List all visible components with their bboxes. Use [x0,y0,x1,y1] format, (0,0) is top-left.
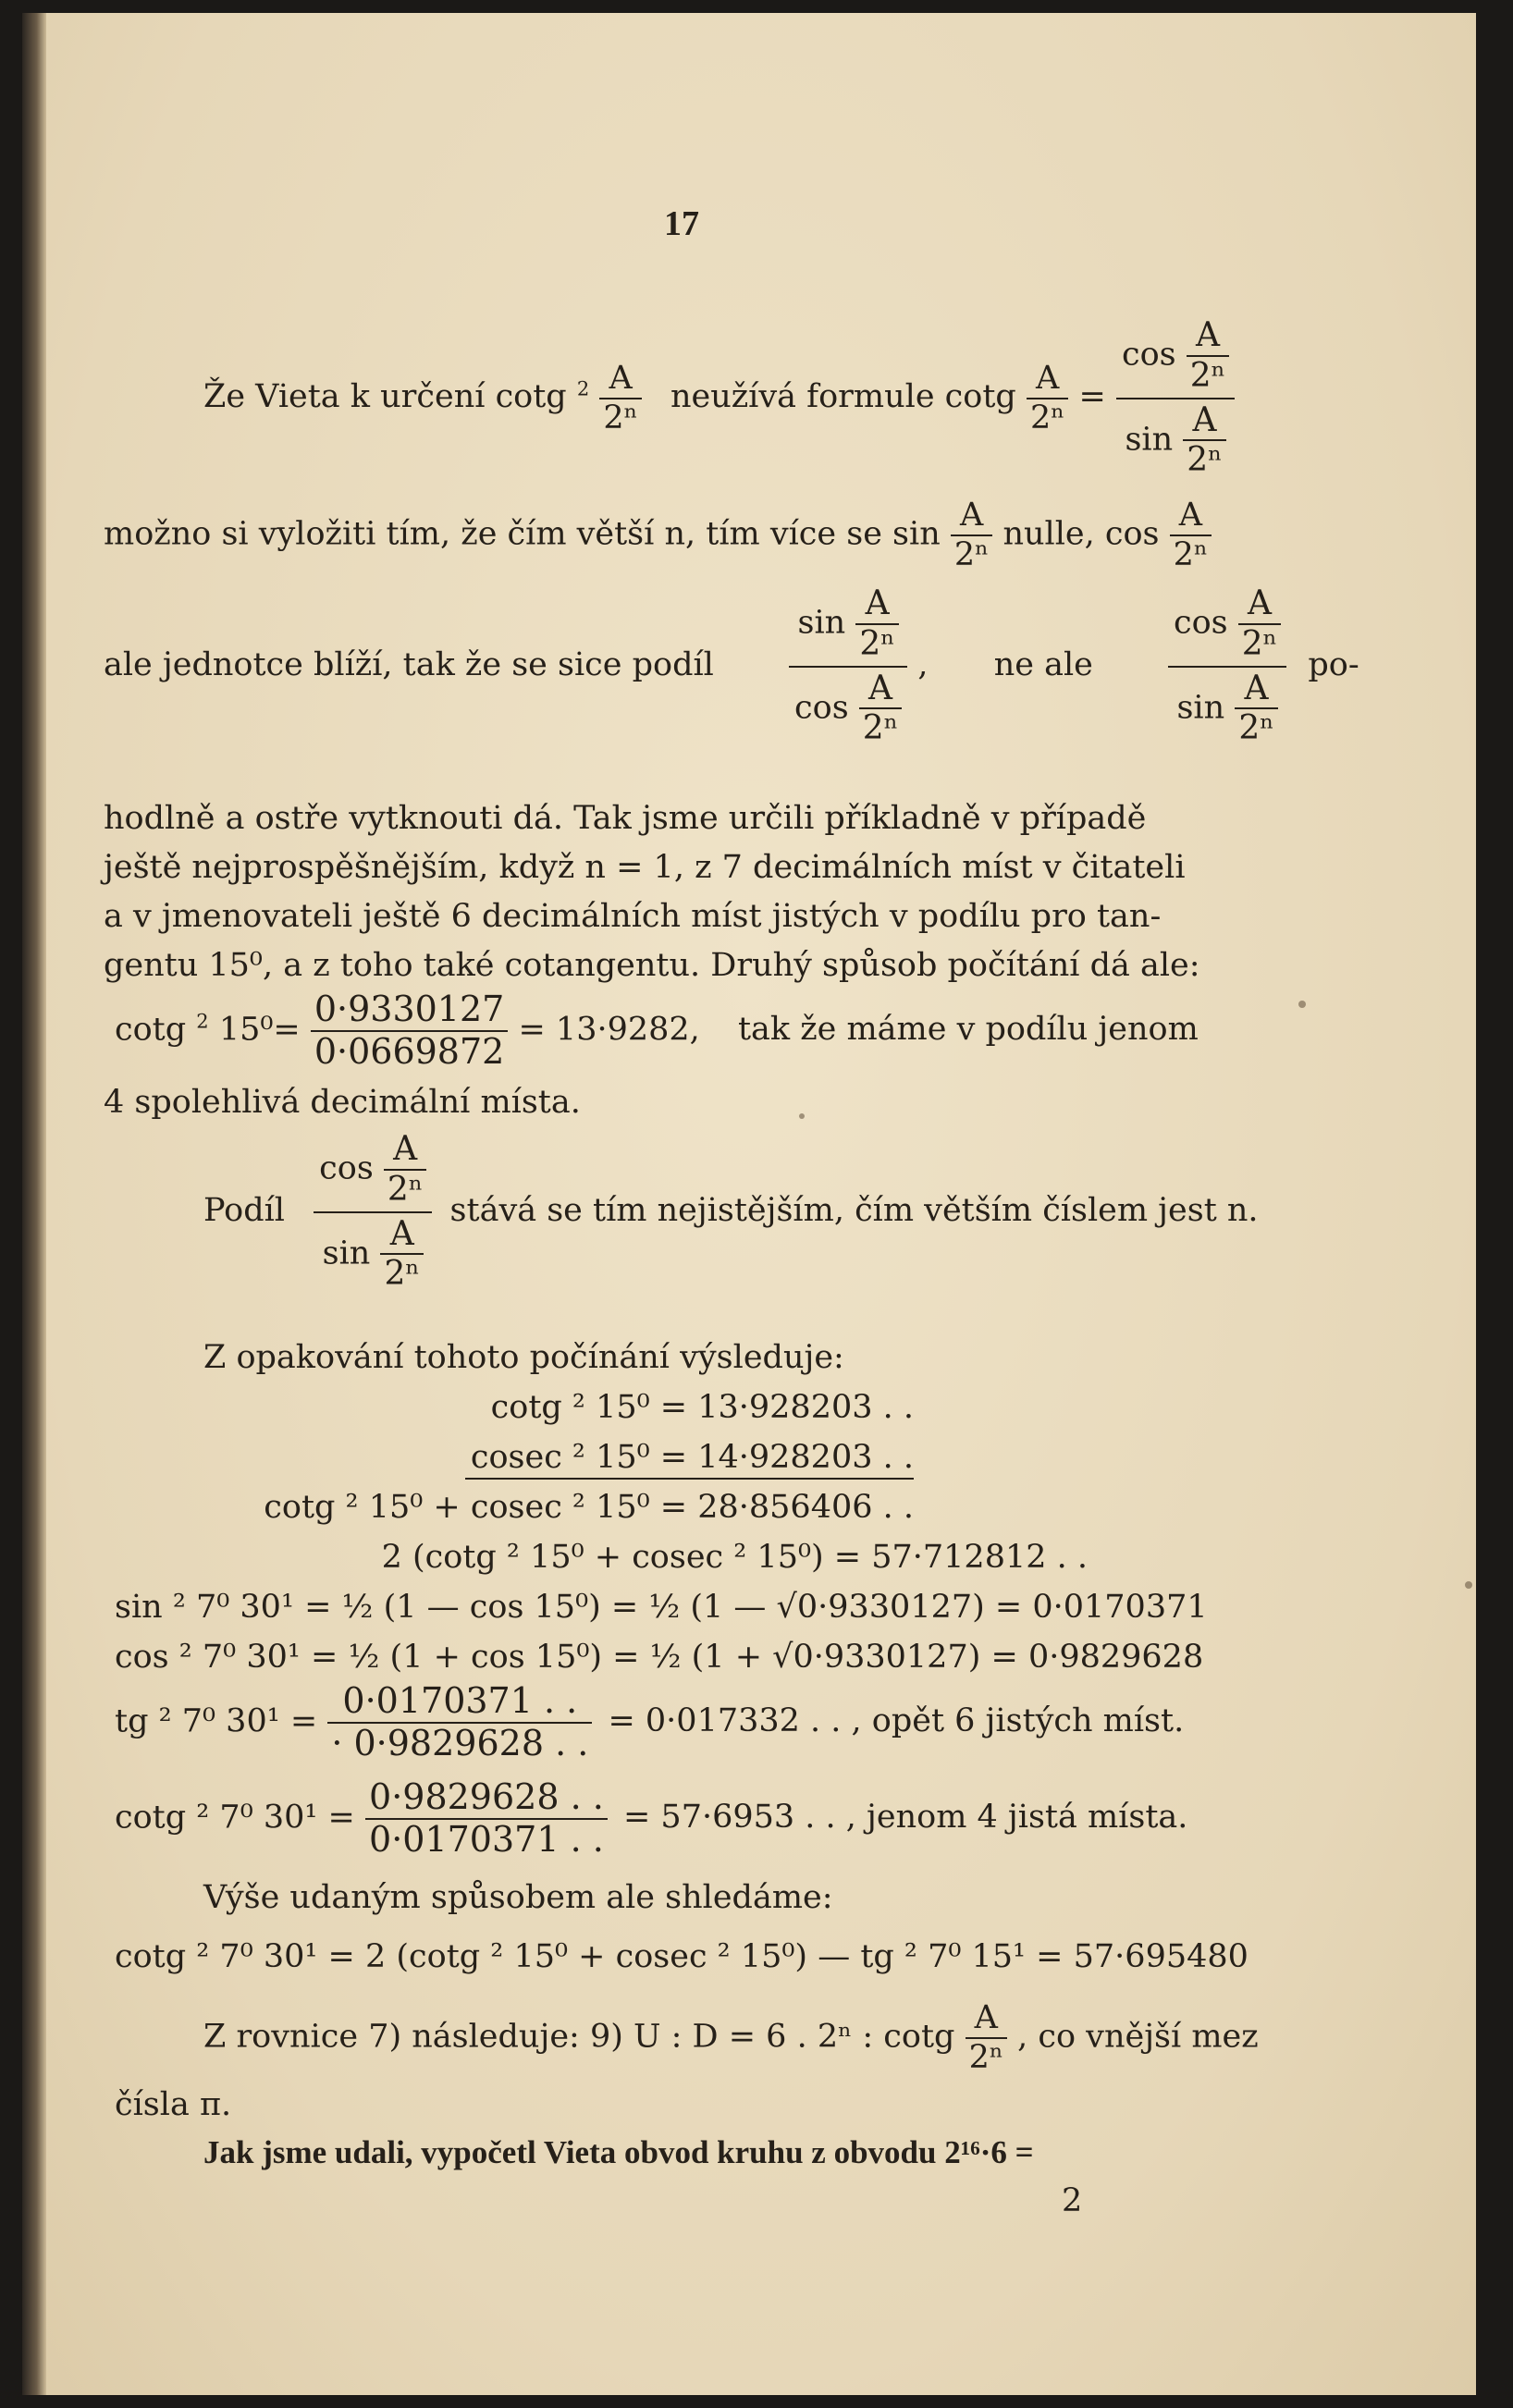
p6-line [203,1132,1259,1292]
p5-cotg: cotg [115,1011,187,1049]
p5-num: 0·9330127 [311,991,509,1032]
paper-speck [1465,1581,1472,1589]
p3-f2s-num: A [1235,671,1277,710]
page-number: 17 [664,204,699,243]
p11-frac [966,2001,1007,2075]
p9-res: = 57·6953 . . , jenom 4 jistá místa. [622,1799,1188,1837]
p3-f2c-den: 2ⁿ [1241,624,1278,663]
p6-text: stává se tím nejistějším, čím větším číslem jest n. [449,1192,1259,1230]
p3-f1c-den: 2ⁿ [862,709,899,748]
p9-frac [365,1776,608,1860]
book-page [22,13,1476,2395]
p4-line-4: gentu 15⁰, a z toho také cotangentu. Druhý spůsob počítání dá ale: [104,947,1200,984]
p8-num: 0·0170371 . . [327,1683,592,1724]
p6-sin: sin [322,1234,371,1272]
p7-line-4: 2 (cotg ² 15⁰ + cosec ² 15⁰) = 57·712812 . . [381,1539,1088,1576]
p5-frac [311,991,509,1071]
p6-frac-den [314,1213,432,1293]
p3-f1c-num: A [859,671,902,710]
page-binding-edge [22,13,46,2395]
p3-frac-2-cos: cos [1174,604,1228,642]
p11-frac-num: A [966,2001,1007,2039]
p2-frac-sin-den: 2ⁿ [953,535,990,573]
p1-frac-a-num: A [599,362,641,399]
p3-frac-2-sin-frac [1235,671,1277,747]
p3-frac-2-num [1168,586,1286,668]
p3-frac-1-sin: sin [797,604,846,642]
paper-speck [799,1113,805,1119]
p3-frac-1-sin-frac [855,586,898,662]
p2-nulle: nulle, cos [1003,515,1160,553]
p10-line: cotg ² 7⁰ 30¹ = 2 (cotg ² 15⁰ + cosec ² 15⁰) — tg ² 7⁰ 15¹ = 57·695480 [115,1938,1249,1975]
p4-block [104,794,1200,990]
p11-tail: , co vnější mez [1017,2018,1259,2056]
p2-frac-cos [1170,498,1212,572]
p4-line-1: hodlně a ostře vytknouti dá. Tak jsme určili příkladně v případě [104,800,1147,837]
p11-text: Z rovnice 7) následuje: 9) U : D = 6 . 2ⁿ : cotg [203,2018,955,2056]
p9-cotg: cotg ² 7⁰ 30¹ = [115,1799,355,1837]
p3-frac-2-den [1168,668,1286,747]
p8-line [115,1680,1185,1763]
p8-den: · 0·9829628 . . [331,1722,589,1763]
p1-mid: neužívá formule cotg [670,378,1016,416]
p1-line [203,318,1235,478]
p5-sup: 2 [196,1010,209,1033]
p4-line-2: ještě nejprospěšnějším, když n = 1, z 7 decimálních míst v čitateli [104,849,1186,886]
p5-line: cotg $^2$ 15⁰= $\frac{0\cdot 9330127}{0\cdot 0669872}$ = 13·9282, tak že máme v podílu jenom [115,989,1199,1072]
p6-sf-num: A [380,1217,423,1256]
p11-line [203,2001,1259,2075]
p2-line [104,498,1212,572]
p1-frac-a [599,359,641,436]
p1-sin: sin [1125,420,1174,458]
p3-f1s-num: A [855,586,898,625]
p2-frac-sin [951,498,992,572]
p1-cos-frac-num: A [1187,318,1229,357]
paper-speck [1298,1001,1306,1008]
p6-sf-den: 2ⁿ [384,1255,420,1294]
p3-frac-1-cos-frac [859,671,902,747]
p3-text: ale jednotce blíží, tak že se sice podíl [104,646,714,684]
p7-line-5: sin ² 7⁰ 30¹ = ½ (1 — cos 15⁰) = ½ (1 — √0·9330127) = 0·0170371 [115,1589,1208,1626]
p1-eq: = [1078,378,1106,416]
p8-res: = 0·017332 . . , opět 6 jistých míst. [608,1702,1185,1740]
p9-den: 0·0170371 . . [369,1818,604,1860]
p6-frac-num [314,1132,432,1213]
p5-last-line: 4 spolehlivá decimální místa. [104,1084,581,1121]
p6-cos-frac [384,1132,426,1208]
p1-frac-b-den: 2ⁿ [1029,399,1065,436]
p7-line-3: cotg ² 15⁰ + cosec ² 15⁰ = 28·856406 . . [264,1489,914,1526]
p6-cf-den: 2ⁿ [387,1170,424,1209]
p1-sin-frac-num: A [1183,403,1225,442]
p2-frac-sin-num: A [951,498,992,536]
p6-frac [314,1132,432,1292]
p12-under: 2 [1062,2182,1083,2219]
p7-line-6: cos ² 7⁰ 30¹ = ½ (1 + cos 15⁰) = ½ (1 + √0·9330127) = 0·9829628 [115,1639,1204,1676]
p5-tail: tak že máme v podílu jenom [737,1011,1199,1049]
p8-tg: tg ² 7⁰ 30¹ = [115,1702,318,1740]
p4-line-3: a v jmenovateli ještě 6 decimálních míst jistých v podílu pro tan- [104,898,1162,935]
p1-cos: cos [1121,336,1176,374]
p9-line [115,1776,1188,1860]
p1-cos-sin-frac [1116,318,1235,478]
p1-frac-b-num: A [1027,362,1068,399]
p2-frac-cos-num: A [1170,498,1212,536]
p3-frac-2-sin: sin [1176,688,1225,726]
p9-num: 0·9829628 . . [365,1779,608,1820]
p1-cos-frac [1187,318,1229,394]
p6-label: Podíl [203,1192,285,1230]
p3-frac-2 [1168,586,1286,746]
p5-result: = 13·9282, [518,1011,700,1049]
p5-deg: 15⁰ [218,1011,274,1049]
p2-text: možno si vyložiti tím, že čím větší n, tím více se sin [104,515,941,553]
p7-intro: Z opakování tohoto počínání výsleduje: [203,1339,844,1376]
p1-cos-part [1116,318,1235,399]
p3-frac-1-cos: cos [794,688,849,726]
p3-frac-1 [789,586,907,746]
p1-frac-a-den: 2ⁿ [603,399,638,436]
p1-exp: 2 [576,377,590,400]
p3-line [104,586,1359,746]
p11-line-2: čísla π. [115,2086,232,2123]
p3-f2s-den: 2ⁿ [1238,709,1274,748]
p11-frac-den: 2ⁿ [968,2038,1003,2076]
p7-line-2: cosec ² 15⁰ = 14·928203 . . [465,1437,914,1480]
p2-frac-cos-den: 2ⁿ [1173,535,1209,573]
p1-frac-b [1027,359,1068,436]
p3-f2c-num: A [1238,586,1281,625]
p3-po: po- [1308,646,1359,684]
p3-frac-2-cos-frac [1238,586,1281,662]
p7-line-1: cotg ² 15⁰ = 13·928203 . . [490,1389,914,1426]
p1-prefix: Že Vieta k určení cotg [203,378,567,416]
p5-den: 0·0669872 [314,1030,505,1072]
p1-sin-part [1116,399,1235,479]
p6-cos: cos [319,1149,374,1187]
p3-f1s-den: 2ⁿ [859,624,895,663]
p3-comma: , [917,646,929,684]
p8-frac [327,1680,592,1763]
p3-frac-1-num [789,586,907,668]
p12-line: Jak jsme udali, vypočetl Vieta obvod kruhu z obvodu 2¹⁶·6 = [203,2134,1034,2170]
p1-sin-frac-den: 2ⁿ [1187,441,1223,480]
p6-cf-num: A [384,1132,426,1171]
p1-cos-frac-den: 2ⁿ [1189,356,1226,395]
p10-intro: Výše udaným spůsobem ale shledáme: [203,1879,833,1916]
p3-frac-1-den [789,668,907,747]
p1-sin-frac [1183,400,1225,480]
p6-sin-frac [380,1214,423,1294]
p3-ne-ale: ne ale [993,646,1093,684]
